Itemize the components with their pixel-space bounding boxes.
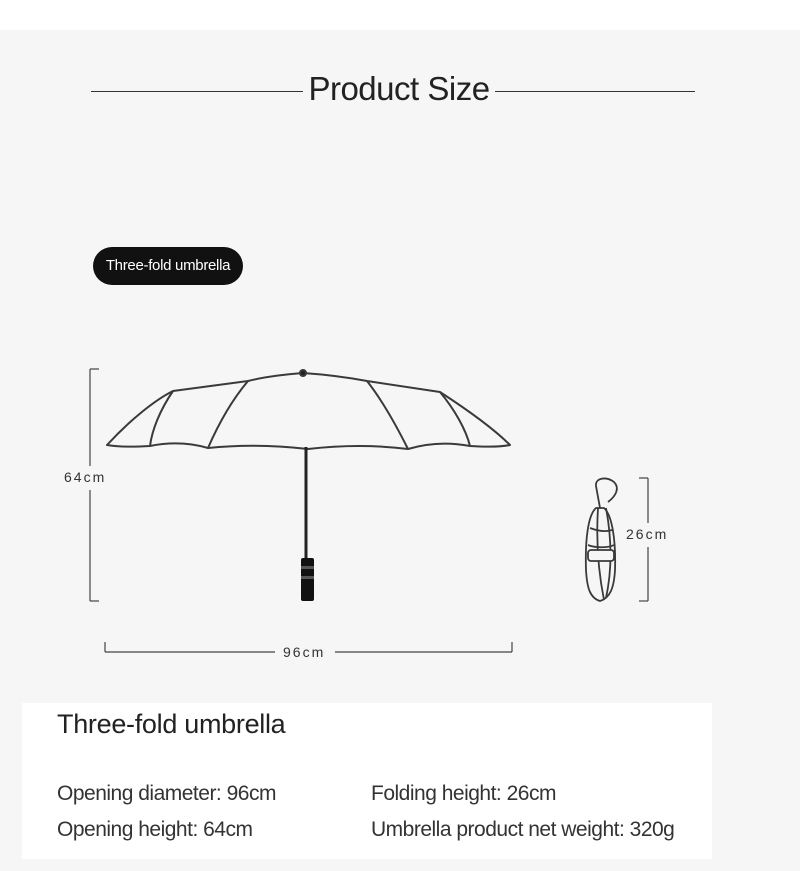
- open-umbrella-icon: [107, 370, 510, 560]
- folded-umbrella-icon: [586, 479, 617, 601]
- umbrella-handle: [301, 558, 314, 601]
- page-title: Product Size: [308, 70, 490, 107]
- diameter-dimension-label: 96cm: [283, 644, 326, 660]
- title-row: [0, 70, 800, 114]
- umbrella-type-badge: Three-fold umbrella: [93, 247, 243, 285]
- spec-panel: [22, 703, 712, 859]
- canopy-rib-4: [440, 392, 470, 446]
- title-divider-left: [91, 91, 303, 92]
- canopy-rib-2: [367, 381, 408, 449]
- folded-strap: [588, 550, 614, 561]
- top-band: [0, 0, 800, 30]
- spec-net-weight: Umbrella product net weight: 320g: [371, 818, 675, 841]
- canopy-tip: [300, 370, 306, 376]
- height-dimension: [90, 369, 99, 601]
- spec-opening-height: Opening height: 64cm: [57, 818, 253, 841]
- folded-height-dimension-label: 26cm: [626, 526, 669, 542]
- canopy-rib-3: [150, 391, 173, 446]
- spec-folding-height: Folding height: 26cm: [371, 782, 556, 805]
- canopy-outline: [107, 373, 510, 449]
- height-dimension-label: 64cm: [64, 469, 107, 485]
- size-diagram: [0, 340, 800, 670]
- folded-handle-loop: [596, 479, 617, 508]
- spec-panel-title: Three-fold umbrella: [57, 709, 286, 739]
- spec-opening-diameter: Opening diameter: 96cm: [57, 782, 276, 805]
- canopy-rib-1: [208, 381, 248, 448]
- title-divider-right: [495, 91, 695, 92]
